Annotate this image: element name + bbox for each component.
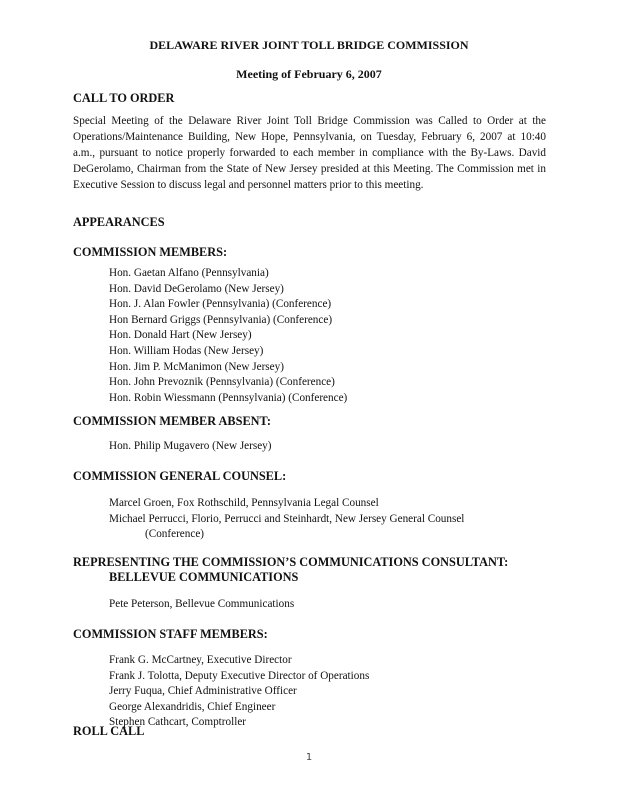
- list-item: Frank J. Tolotta, Deputy Executive Director of Operations: [109, 669, 370, 682]
- call-to-order-heading: CALL TO ORDER: [73, 91, 175, 105]
- staff-list: [109, 653, 369, 731]
- list-item: Hon. William Hodas (New Jersey): [109, 344, 264, 357]
- list-item: Pete Peterson, Bellevue Communications: [109, 598, 295, 610]
- page-number: 1: [305, 752, 313, 763]
- appearances-heading: APPEARANCES: [73, 215, 165, 229]
- meeting-date: Meeting of February 6, 2007: [236, 67, 382, 81]
- list-item: Jerry Fuqua, Chief Administrative Officer: [109, 685, 297, 698]
- list-item: Hon Bernard Griggs (Pennsylvania) (Conference): [109, 313, 333, 326]
- counsel-list: [109, 496, 464, 543]
- list-item: Hon. J. Alan Fowler (Pennsylvania) (Conference): [109, 298, 332, 311]
- absent-heading: COMMISSION MEMBER ABSENT:: [73, 414, 271, 428]
- consultant-list: [109, 597, 294, 613]
- counsel-heading: COMMISSION GENERAL COUNSEL:: [73, 469, 287, 483]
- call-to-order-paragraph: Special Meeting of the Delaware River Joint Toll Bridge Commission was Called to Order at the Operations/Maintenance Building, New Hope, Pennsylvania, on Tuesday, February 6, 2007 at 10:40 a.m., pursuant to notice properly forwarded to each member in compliance with the By-Laws. David DeGerolamo, Chairman from the State of New Jersey presided at this Meeting. The Commission met in Executive Session to discuss legal and personnel matters prior to this meeting.: [73, 115, 546, 191]
- absent-list: [109, 439, 272, 455]
- consultant-heading: REPRESENTING THE COMMISSION’S COMMUNICATIONS CONSULTANT:: [73, 555, 509, 569]
- list-item: Hon. Philip Mugavero (New Jersey): [109, 440, 272, 452]
- document-title: DELAWARE RIVER JOINT TOLL BRIDGE COMMISSION: [149, 38, 469, 52]
- list-item: Michael Perrucci, Florio, Perrucci and Steinhardt, New Jersey General Counsel: [109, 512, 465, 525]
- consultant-heading-line2: BELLEVUE COMMUNICATIONS: [109, 570, 299, 584]
- roll-call-heading: ROLL CALL: [73, 724, 145, 738]
- list-item: George Alexandridis, Chief Engineer: [109, 700, 276, 713]
- list-item: Hon. John Prevoznik (Pennsylvania) (Conference): [109, 376, 335, 389]
- members-list: [109, 266, 347, 406]
- list-item: Hon. Donald Hart (New Jersey): [109, 329, 252, 342]
- list-item: Stephen Cathcart, Comptroller: [109, 716, 247, 729]
- members-heading: COMMISSION MEMBERS:: [73, 245, 228, 259]
- list-item: Hon. Jim P. McManimon (New Jersey): [109, 360, 284, 373]
- list-item: Hon. Robin Wiessmann (Pennsylvania) (Conference): [109, 391, 348, 404]
- list-item: Hon. Gaetan Alfano (Pennsylvania): [109, 267, 269, 279]
- list-item: Frank G. McCartney, Executive Director: [109, 654, 292, 666]
- staff-heading: COMMISSION STAFF MEMBERS:: [73, 627, 268, 641]
- list-item: (Conference): [145, 528, 205, 541]
- list-item: Marcel Groen, Fox Rothschild, Pennsylvania Legal Counsel: [109, 497, 379, 509]
- list-item: Hon. David DeGerolamo (New Jersey): [109, 282, 284, 295]
